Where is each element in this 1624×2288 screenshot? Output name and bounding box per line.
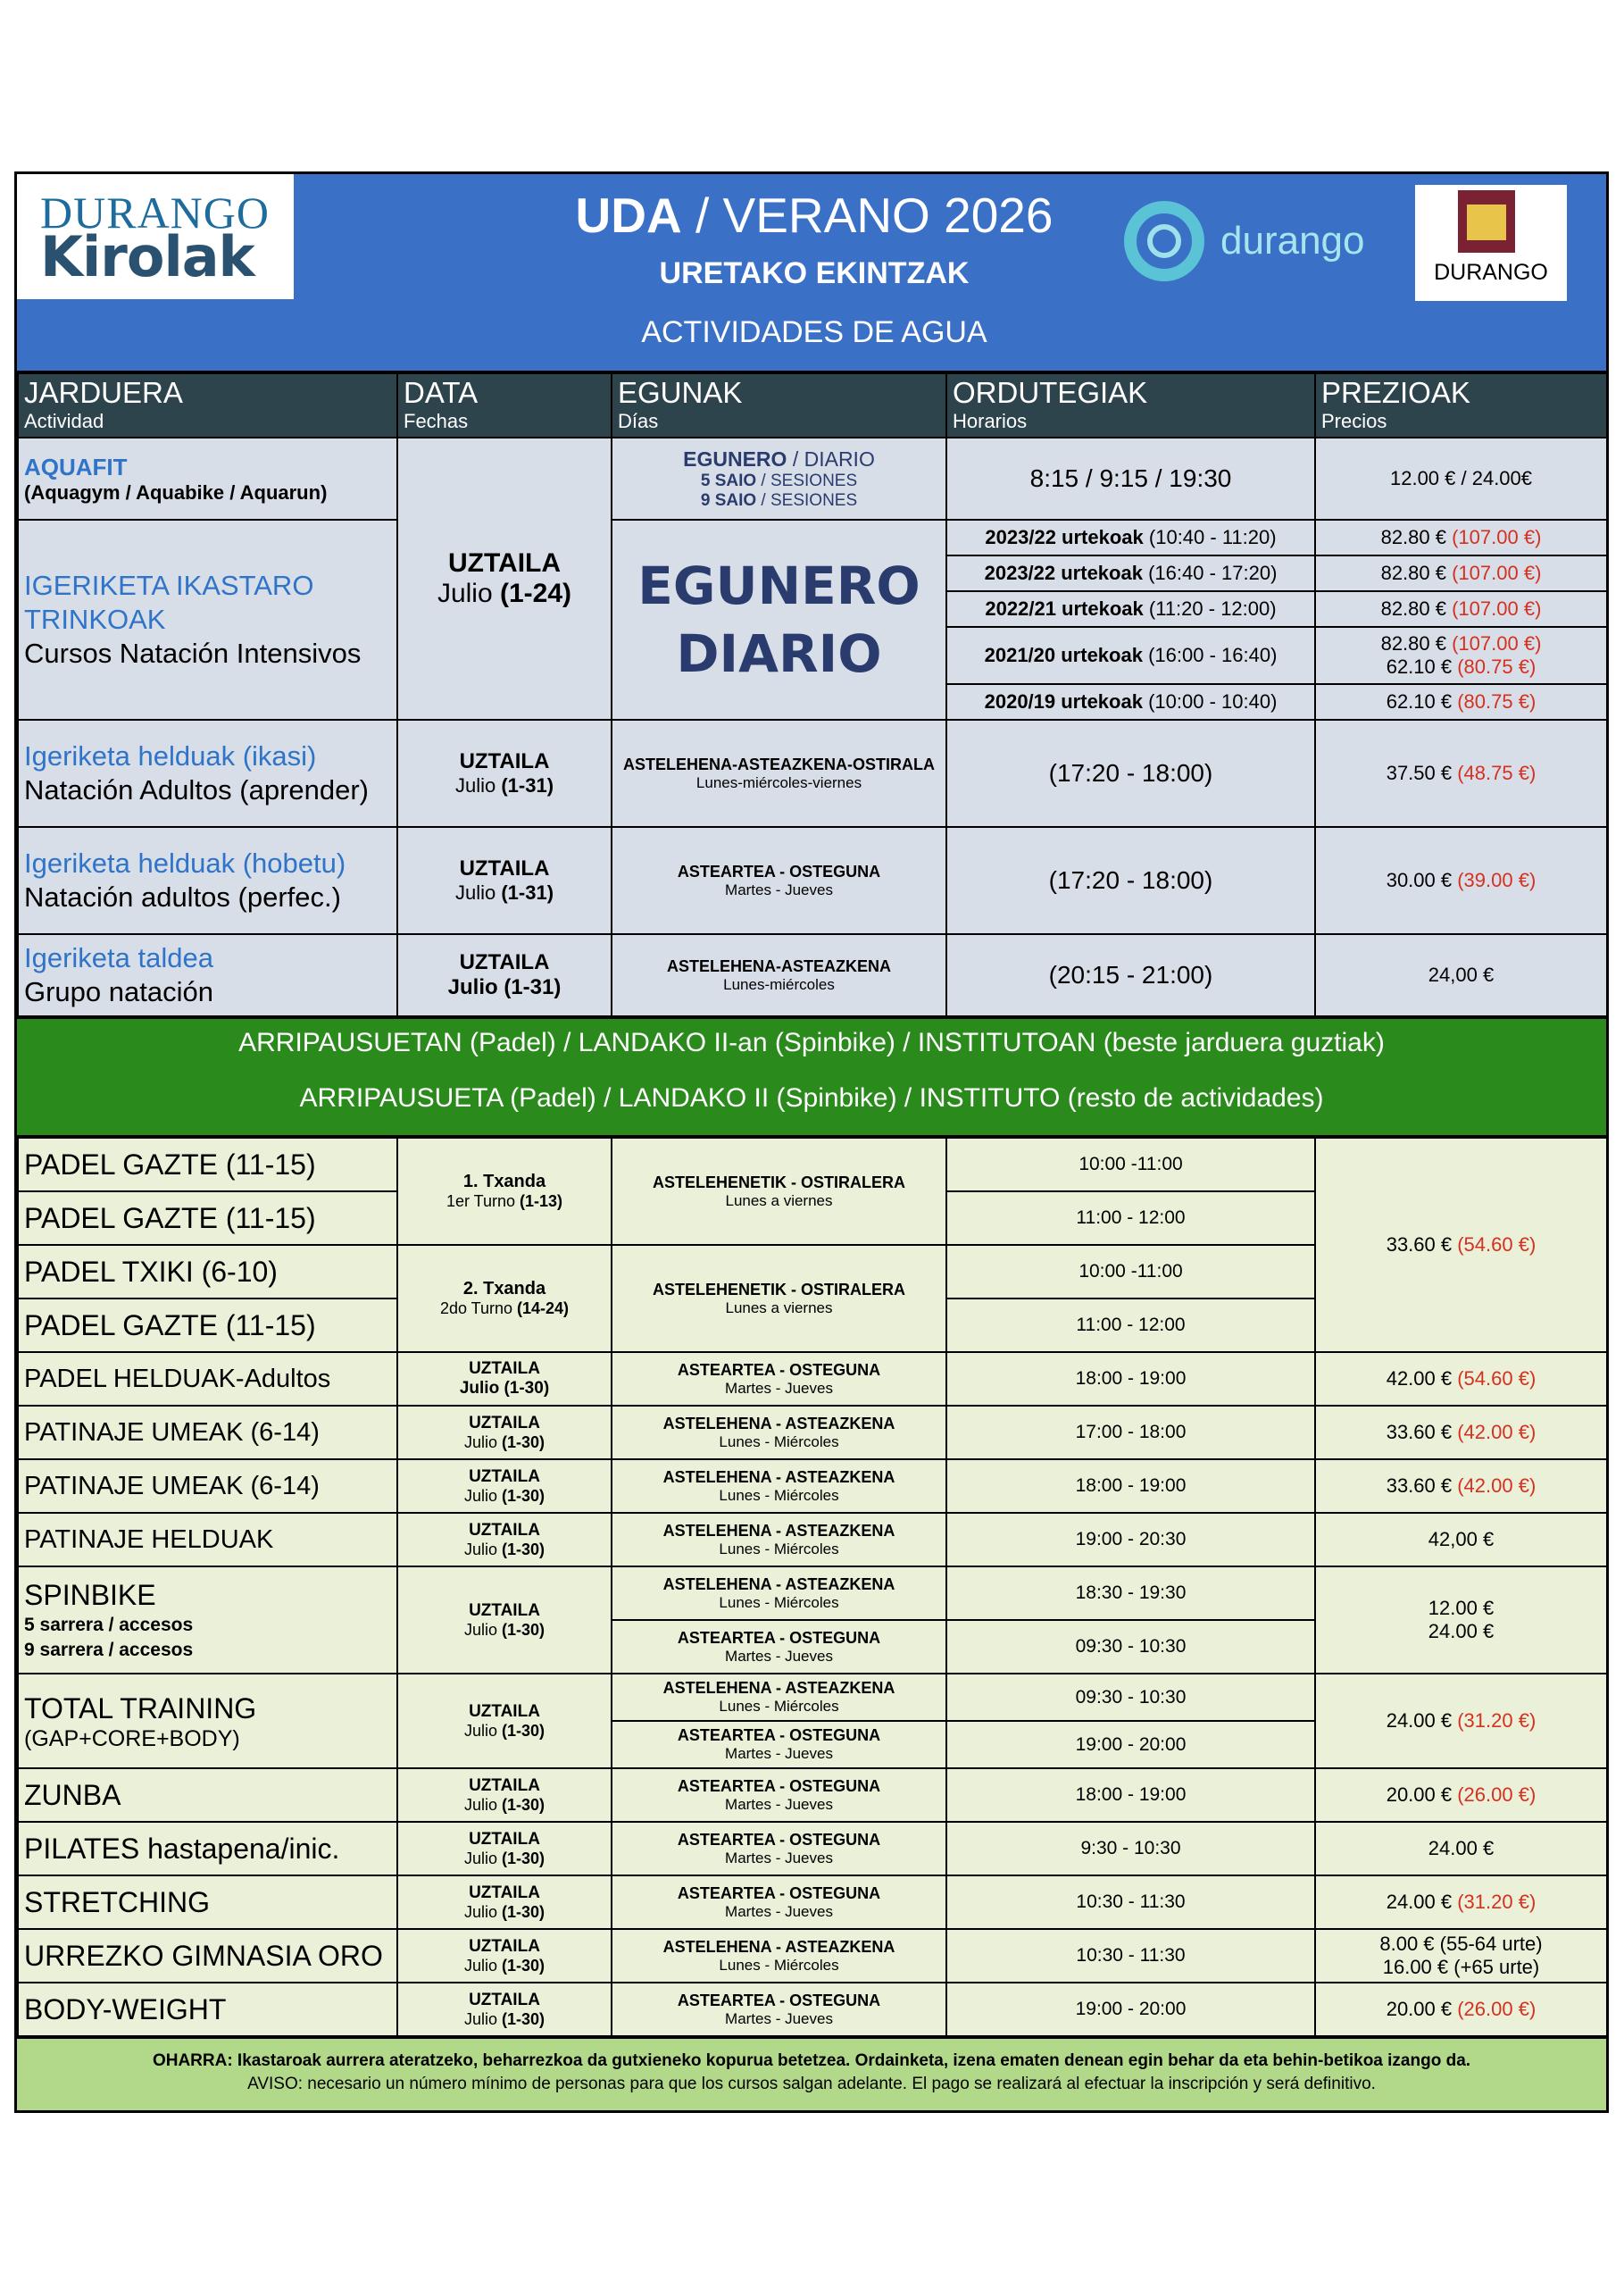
table-cell: Igeriketa taldea Grupo natación [18,934,397,1016]
table-row [18,1983,1607,2036]
table-cell: 19:00 - 20:30 [946,1513,1315,1566]
intensive-name-cell: IGERIKETA IKASTARO TRINKOAK Cursos Natación Intensivos [18,520,397,720]
table-cell: ASTEARTEA - OSTEGUNA Martes - Jueves [612,1768,946,1822]
table-cell: UZTAILA Julio (1-30) [397,1459,612,1513]
table-cell: 10:30 - 11:30 [946,1875,1315,1929]
table-cell: PADEL TXIKI (6-10) [18,1245,397,1298]
title-bold: UDA [575,188,682,243]
table-row [18,1875,1607,1929]
table-cell: UZTAILA Julio (1-30) [397,1406,612,1459]
table-cell [18,438,397,520]
table-cell: 42,00 € [1315,1513,1607,1566]
aquafit-hours: 8:15 / 9:15 / 19:30 [946,438,1315,520]
table-cell: (20:15 - 21:00) [946,934,1315,1016]
table-cell: 18:30 - 19:30 [946,1566,1315,1620]
table-cell: ASTELEHENA-ASTEAZKENA Lunes-miércoles [612,934,946,1016]
table-cell: 17:00 - 18:00 [946,1406,1315,1459]
activity-sub: (Aquagym / Aquabike / Aquarun) [24,480,328,504]
table-cell: PADEL GAZTE (11-15) [18,1191,397,1245]
aquafit-days: EGUNERO / DIARIO 5 SAIO / SESIONES 9 SAIO / SESIONES [612,438,946,520]
table-cell: (17:20 - 18:00) [946,827,1315,934]
col-header-activity: JARDUERA Actividad [18,373,397,438]
table-row [18,1768,1607,1822]
subtitle-eu: URETAKO EKINTZAK [659,256,970,290]
title-rest: / VERANO 2026 [681,188,1054,243]
logo-mid-text: durango [1220,219,1365,263]
table-cell: ASTELEHENA - ASTEAZKENA Lunes - Miércoles [612,1513,946,1566]
table-cell: Igeriketa helduak (hobetu) Natación adultos (perfec.) [18,827,397,934]
table-cell: 9:30 - 10:30 [946,1822,1315,1875]
table-cell: ASTEARTEA - OSTEGUNA Martes - Jueves [612,1875,946,1929]
table-cell: UZTAILA Julio (1-31) [397,934,612,1016]
footer-line-eu: OHARRA: Ikastaroak aurrera ateratzeko, beharrezkoa da gutxieneko kopurua betetzea. Ordainketa, izena ematen denean egin behar da eta behin-betikoa izango da. [152,2051,1471,2070]
table-cell: UZTAILA Julio (1-31) [397,720,612,827]
table-cell: ZUNBA [18,1768,397,1822]
banner-line-eu: ARRIPAUSUETAN (Padel) / LANDAKO II-an (Spinbike) / INSTITUTOAN (beste jarduera guztiak) [238,1028,1385,1057]
table-cell: ASTELEHENA - ASTEAZKENA Lunes - Miércoles [612,1674,946,1721]
table-cell: 33.60 € (42.00 €) [1315,1459,1607,1513]
table-cell: 33.60 € (54.60 €) [1315,1138,1607,1352]
table-cell: 18:00 - 19:00 [946,1768,1315,1822]
table-cell: SPINBIKE 5 sarrera / accesos 9 sarrera / accesos [18,1566,397,1674]
table-cell: 82.80 € (107.00 €) [1315,555,1607,591]
table-cell: 30.00 € (39.00 €) [1315,827,1607,934]
water-activities-table [17,372,1608,1017]
table-cell: UZTAILA Julio (1-30) [397,1566,612,1674]
col-header-hours: ORDUTEGIAK Horarios [946,373,1315,438]
table-cell: 09:30 - 10:30 [946,1674,1315,1721]
table-row [18,1674,1607,1721]
table-row [18,934,1607,1016]
shared-date-cell: UZTAILA Julio (1-24) [397,438,612,720]
table-cell: ASTELEHENA - ASTEAZKENA Lunes - Miércoles [612,1459,946,1513]
table-row [18,1929,1607,1983]
table-cell: ASTEARTEA - OSTEGUNA Martes - Jueves [612,827,946,934]
table-row [18,520,1607,555]
table-cell: ASTELEHENA-ASTEAZKENA-OSTIRALA Lunes-miércoles-viernes [612,720,946,827]
table-cell: PADEL GAZTE (11-15) [18,1298,397,1352]
table-cell: UZTAILA Julio (1-30) [397,1875,612,1929]
table-cell: UZTAILA Julio (1-31) [397,827,612,934]
table-row [18,1513,1607,1566]
ring-inner-icon [1147,224,1181,258]
table-cell: STRETCHING [18,1875,397,1929]
table-row [18,1566,1607,1620]
table-cell: URREZKO GIMNASIA ORO [18,1929,397,1983]
table-cell: 24.00 € (31.20 €) [1315,1875,1607,1929]
table-cell: PADEL HELDUAK-Adultos [18,1352,397,1406]
table-cell: 09:30 - 10:30 [946,1620,1315,1674]
table-cell: UZTAILA Julio (1-30) [397,1768,612,1822]
header [17,174,1606,372]
table-row [18,1138,1607,1191]
table-cell: ASTELEHENA - ASTEAZKENA Lunes - Miércoles [612,1406,946,1459]
aquafit-price: 12.00 € / 24.00€ [1315,438,1607,520]
table-cell: ASTEARTEA - OSTEGUNA Martes - Jueves [612,1620,946,1674]
table-cell: 24.00 € [1315,1822,1607,1875]
crest-icon [1458,190,1515,253]
table-cell: 37.50 € (48.75 €) [1315,720,1607,827]
table-cell: ASTEARTEA - OSTEGUNA Martes - Jueves [612,1721,946,1768]
table-cell: 10:30 - 11:30 [946,1929,1315,1983]
table-cell: TOTAL TRAINING (GAP+CORE+BODY) [18,1674,397,1768]
table-cell: ASTEARTEA - OSTEGUNA Martes - Jueves [612,1822,946,1875]
table-cell: 2023/22 urtekoak (16:40 - 17:20) [946,555,1315,591]
table-row [18,1822,1607,1875]
table-cell: 11:00 - 12:00 [946,1298,1315,1352]
table-cell: PATINAJE UMEAK (6-14) [18,1459,397,1513]
table-cell: 82.80 € (107.00 €) [1315,591,1607,627]
table-cell: 2020/19 urtekoak (10:00 - 10:40) [946,684,1315,720]
table-cell: ASTELEHENETIK - OSTIRALERA Lunes a viernes [612,1245,946,1352]
table-cell: 19:00 - 20:00 [946,1721,1315,1768]
durango-ring-logo [1106,192,1392,299]
col-header-days: EGUNAK Días [612,373,946,438]
table-cell: 42.00 € (54.60 €) [1315,1352,1607,1406]
table-row [18,1406,1607,1459]
footer-notice [17,2037,1606,2110]
table-cell: 82.80 € (107.00 €) [1315,520,1607,555]
city-logo-text: DURANGO [1434,260,1548,285]
table-cell: PATINAJE HELDUAK [18,1513,397,1566]
table-cell: UZTAILA Julio (1-30) [397,1929,612,1983]
location-banner [17,1017,1606,1137]
table-cell: 10:00 -11:00 [946,1138,1315,1191]
table-cell: 2023/22 urtekoak (10:40 - 11:20) [946,520,1315,555]
table-cell: (17:20 - 18:00) [946,720,1315,827]
table-cell: UZTAILA Julio (1-30) [397,1822,612,1875]
table-cell: ASTELEHENA - ASTEAZKENA Lunes - Miércoles [612,1929,946,1983]
table-cell: 10:00 -11:00 [946,1245,1315,1298]
table-cell: 33.60 € (42.00 €) [1315,1406,1607,1459]
table-cell: UZTAILA Julio (1-30) [397,1513,612,1566]
table-cell: 19:00 - 20:00 [946,1983,1315,2036]
table-row [18,1459,1607,1513]
table-cell: UZTAILA Julio (1-30) [397,1674,612,1768]
activity-name: AQUAFIT [24,453,128,480]
logo-line2: Kirolak [40,224,254,289]
table-cell: 12.00 € 24.00 € [1315,1566,1607,1674]
table-cell: Igeriketa helduak (ikasi) Natación Adultos (aprender) [18,720,397,827]
table-cell: 82.80 € (107.00 €) 62.10 € (80.75 €) [1315,627,1607,684]
table-cell: PILATES hastapena/inic. [18,1822,397,1875]
footer-line-es: AVISO: necesario un número mínimo de personas para que los cursos salgan adelante. El pago se realizará al efectuar la inscripción y será definitivo. [247,2075,1376,2093]
table-cell: 2022/21 urtekoak (11:20 - 12:00) [946,591,1315,627]
table-cell: BODY-WEIGHT [18,1983,397,2036]
logo-line1: DURANGO [40,188,270,238]
schedule-sheet [14,171,1609,2113]
table-cell: ASTEARTEA - OSTEGUNA Martes - Jueves [612,1352,946,1406]
table-cell: PATINAJE UMEAK (6-14) [18,1406,397,1459]
table-cell: UZTAILA Julio (1-30) [397,1352,612,1406]
table-row [18,720,1607,827]
subtitle-es: ACTIVIDADES DE AGUA [641,315,987,349]
table-cell: 18:00 - 19:00 [946,1352,1315,1406]
table-cell: 2. Txanda 2do Turno (14-24) [397,1245,612,1352]
table-cell: 18:00 - 19:00 [946,1459,1315,1513]
table-row [18,438,1607,520]
column-header-row [18,373,1607,438]
banner-line-es: ARRIPAUSUETA (Padel) / LANDAKO II (Spinbike) / INSTITUTO (resto de actividades) [299,1083,1324,1113]
table-cell: 11:00 - 12:00 [946,1191,1315,1245]
intensive-days-cell: EGUNERO DIARIO [612,520,946,720]
table-row [18,827,1607,934]
table-cell: ASTEARTEA - OSTEGUNA Martes - Jueves [612,1983,946,2036]
table-cell: PADEL GAZTE (11-15) [18,1138,397,1191]
col-header-dates: DATA Fechas [397,373,612,438]
table-cell: 1. Txanda 1er Turno (1-13) [397,1138,612,1245]
table-cell: UZTAILA Julio (1-30) [397,1983,612,2036]
table-cell: 20.00 € (26.00 €) [1315,1983,1607,2036]
durango-city-logo [1415,185,1567,301]
col-header-prices: PREZIOAK Precios [1315,373,1607,438]
table-cell: 20.00 € (26.00 €) [1315,1768,1607,1822]
table-cell: 2021/20 urtekoak (16:00 - 16:40) [946,627,1315,684]
table-cell: 62.10 € (80.75 €) [1315,684,1607,720]
table-row [18,1352,1607,1406]
table-cell: ASTELEHENA - ASTEAZKENA Lunes - Miércoles [612,1566,946,1620]
table-cell: ASTELEHENETIK - OSTIRALERA Lunes a viernes [612,1138,946,1245]
table-cell: 24,00 € [1315,934,1607,1016]
table-cell: 24.00 € (31.20 €) [1315,1674,1607,1768]
sports-activities-table [17,1137,1608,2037]
table-cell: 8.00 € (55-64 urte) 16.00 € (+65 urte) [1315,1929,1607,1983]
